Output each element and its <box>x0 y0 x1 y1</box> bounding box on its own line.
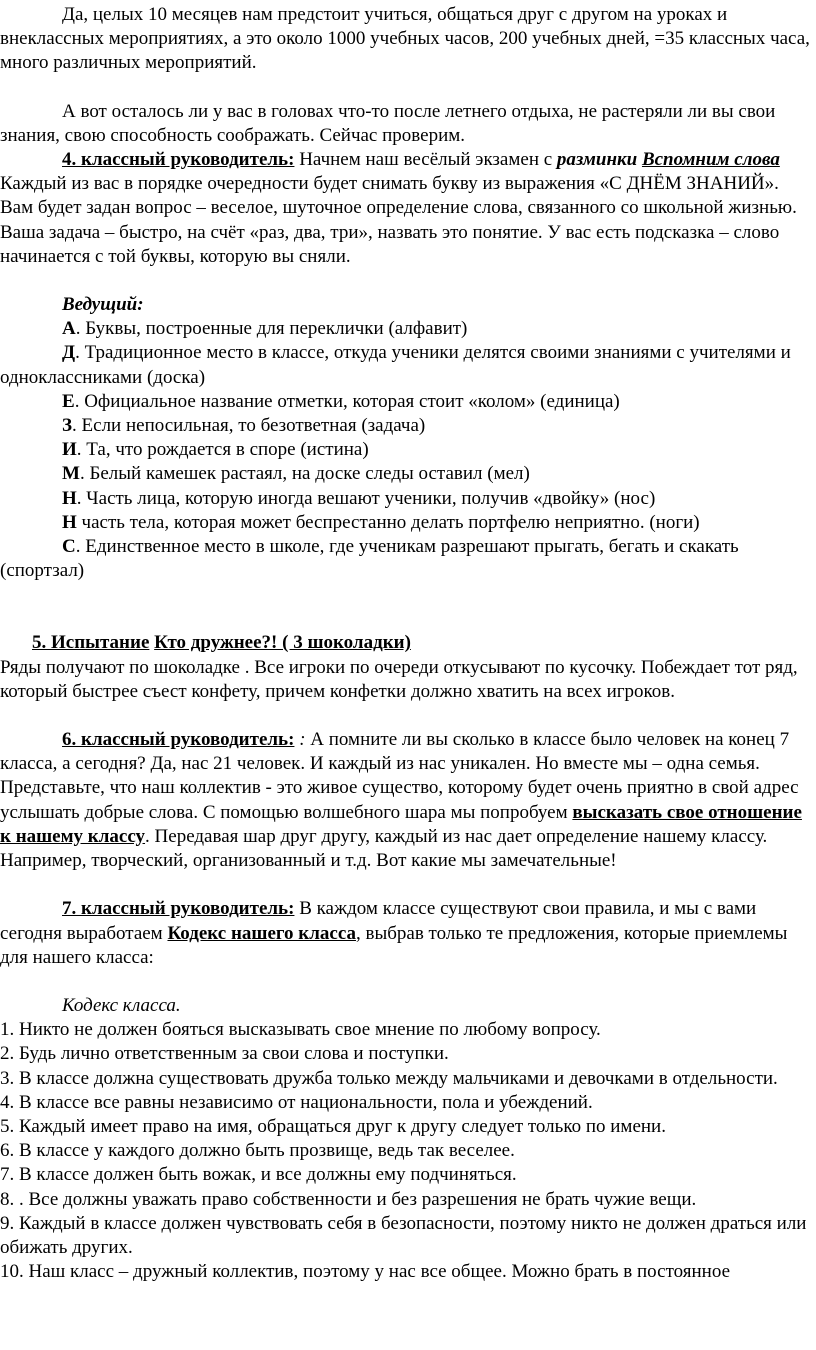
riddle-text: . Буквы, построенные для переклички (алфавит) <box>75 318 468 340</box>
riddle-letter: И <box>62 439 77 461</box>
riddle-item <box>0 317 812 341</box>
spacer <box>0 583 812 631</box>
section-6-colon: : <box>294 729 306 751</box>
riddle-letter: А <box>62 318 76 340</box>
rule-item: 7. В классе должен быть вожак, и все должны ему подчиняться. <box>0 1164 517 1186</box>
section-7 <box>0 897 812 970</box>
riddle-letter: С <box>62 536 76 558</box>
riddle-text: . Часть лица, которую иногда вешают ученики, получив «двойку» (нос) <box>76 487 656 509</box>
rule-item: 2. Будь лично ответственным за свои слова и поступки. <box>0 1043 449 1065</box>
riddle-text: . Если непосильная, то безответная (задача) <box>72 415 426 437</box>
riddle-text: . Та, что рождается в споре (истина) <box>76 439 369 461</box>
riddle-text: . Единственное место в школе, где ученикам разрешают прыгать, бегать и скакать (спортзал) <box>0 536 739 582</box>
riddle-item <box>0 390 812 414</box>
section-7-text-1: В каждом классе существуют свои правила, и мы с вами сегодня выработаем <box>0 898 757 944</box>
riddle-item <box>0 438 812 462</box>
riddle-item <box>0 535 812 583</box>
riddle-letter: М <box>62 463 80 485</box>
rule-item: 1. Никто не должен бояться высказывать свое мнение по любому вопросу. <box>0 1019 601 1041</box>
section-4-text-2: Каждый из вас в порядке очередности будет снимать букву из выражения «С ДНЁМ ЗНАНИЙ». Вам будет задан вопрос – веселое, шуточное определение слова, связанного со школьной жизнью. Ваша задача – быстро, на счёт «раз, два, три», назвать это понятие. У вас есть подсказка – слово начинается с той буквы, которую вы сняли. <box>0 173 797 267</box>
vspomnim-slova: Вспомним слова <box>641 149 780 171</box>
code-title: Кодекс класса. <box>62 994 181 1016</box>
section-6-text-1: А помните ли вы сколько в классе было человек на конец 7 класса, а сегодня? Да, нас 21 человек. И каждый из нас уникален. Но вместе мы – одна семья. Представьте, что наш коллектив - это живое существо, которому будет очень приятно в свой адрес услышать добрые слова. С помощью волшебного шара мы попробуем <box>0 729 799 823</box>
razminki-word: разминки <box>556 149 638 171</box>
section-5-title: Кто дружнее?! ( 3 шоколадки) <box>154 632 411 654</box>
section-6 <box>0 728 812 873</box>
riddle-text: . Белый камешек растаял, на доске следы оставил (мел) <box>79 463 530 485</box>
riddle-item <box>0 414 812 438</box>
rule-item: 6. В классе у каждого должно быть прозвище, ведь так веселее. <box>0 1140 515 1162</box>
riddle-item <box>0 462 812 486</box>
document-page <box>0 3 812 1284</box>
rule-item: 5. Каждый имеет право на имя, обращаться друг к другу следует только по имени. <box>0 1115 666 1137</box>
riddle-letter: Н <box>62 487 77 509</box>
section-5-label: 5. Испытание <box>32 632 150 654</box>
riddle-text: . Традиционное место в классе, откуда ученики делятся своими знаниями с учителями и одноклассниками (доска) <box>0 342 791 388</box>
riddle-letter: Д <box>62 342 76 364</box>
section-6-phrase: высказать свое отношение к нашему классу <box>0 801 802 847</box>
rule-item: 3. В классе должна существовать дружба только между мальчиками и девочками в отдельности. <box>0 1067 778 1089</box>
spacer <box>0 269 812 293</box>
rule-item: 10. Наш класс – дружный коллектив, поэтому у нас все общее. Можно брать в постоянное <box>0 1261 730 1283</box>
section-6-text-2: . Передавая шар друг другу, каждый из нас дает определение нашему классу. Например, творческий, организованный и т.д. Вот какие мы замечательные! <box>0 825 768 872</box>
riddle-item <box>0 511 812 535</box>
section-6-num: 6 <box>62 729 72 751</box>
riddle-item <box>0 487 812 511</box>
section-4 <box>0 148 812 269</box>
paragraph-check: А вот осталось ли у вас в головах что-то после летнего отдыха, не растеряли ли вы свои знания, свою способность соображать. Сейчас проверим. <box>0 100 776 146</box>
host-label-line <box>0 293 812 317</box>
section-7-text-2: , выбрав только те предложения, которые приемлемы для нашего класса: <box>0 922 788 968</box>
section-6-label: . классный руководитель: <box>71 729 295 751</box>
rule-item: 8. . Все должны уважать право собственности и без разрешения не брать чужие вещи. <box>0 1188 697 1210</box>
rule-item: 4. В классе все равны независимо от национальности, пола и убеждений. <box>0 1091 593 1113</box>
code-title-line <box>0 994 812 1018</box>
section-5-text: Ряды получают по шоколадке . Все игроки по очереди откусывают по кусочку. Побеждает тот ряд, который быстрее съест конфету, причем конфетки должно хватить на всех игроков. <box>0 656 798 702</box>
riddle-text: часть тела, которая может беспрестанно делать портфелю неприятно. (ноги) <box>76 511 700 533</box>
kodeks-phrase: Кодекс нашего класса <box>167 922 356 944</box>
paragraph-intro: Да, целых 10 месяцев нам предстоит учиться, общаться друг с другом на уроках и внеклассных мероприятиях, а это около 1000 учебных часов, 200 учебных дней, =35 классных часа, много различных мероприятий. <box>0 4 810 74</box>
riddle-item <box>0 341 812 389</box>
spacer <box>0 76 812 100</box>
spacer <box>0 873 812 897</box>
riddle-letter: Е <box>62 390 75 412</box>
section-7-label: 7. классный руководитель: <box>62 898 295 920</box>
host-label: Ведущий: <box>62 294 144 316</box>
spacer <box>0 704 812 728</box>
section-4-label: 4. классный руководитель: <box>62 149 295 171</box>
riddle-letter: З <box>62 415 73 437</box>
spacer <box>0 970 812 994</box>
section-5-heading <box>0 631 812 655</box>
riddle-text: . Официальное название отметки, которая стоит «колом» (единица) <box>74 390 620 412</box>
riddle-letter: Н <box>62 511 77 533</box>
rule-item: 9. Каждый в классе должен чувствовать себя в безопасности, поэтому никто не должен драться или обижать других. <box>0 1212 807 1258</box>
section-4-text-1: Начнем наш весёлый экзамен с <box>294 149 557 171</box>
